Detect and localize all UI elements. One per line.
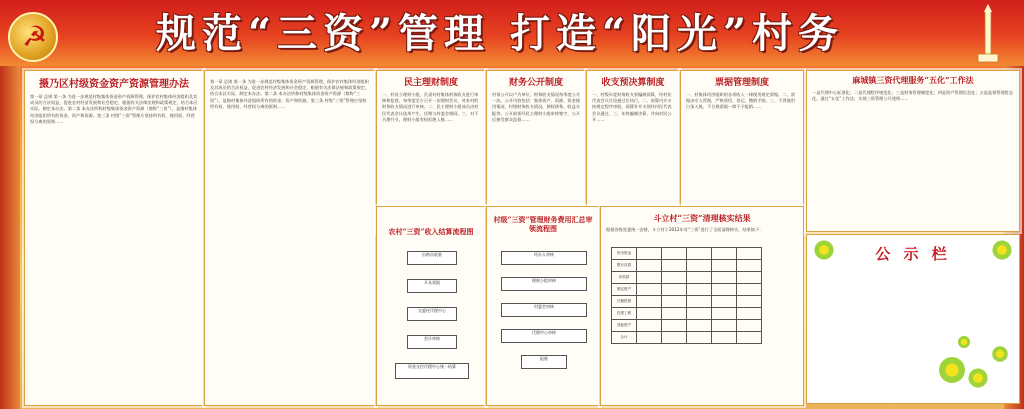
monument-icon	[968, 4, 1008, 64]
row-label: 货币资金	[612, 248, 637, 260]
table-row	[612, 272, 762, 284]
flower-icon	[957, 335, 971, 349]
table-row	[612, 320, 762, 332]
page-title: 规范“三资”管理 打造“阳光”村务	[156, 10, 844, 57]
left-decor-band	[0, 66, 20, 409]
flowchart	[497, 251, 589, 401]
flow-box: 村委会审核	[501, 303, 587, 317]
flow-box: 代理中心审核	[501, 329, 587, 343]
row-label: 长期投资	[612, 296, 637, 308]
panel-title: 斗立村“三资”清理核实结果	[653, 213, 751, 223]
row-label: 银行存款	[612, 260, 637, 272]
row-label: 其他资产	[612, 320, 637, 332]
panel-title: 麻城镇三资代理服务“五化”工作法	[852, 75, 974, 85]
flow-box: 理财小组审核	[501, 277, 587, 291]
table-row	[612, 260, 762, 272]
panel-text: 第一章 总则 第一条 为进一步规范村级集体资金资产资源管理，保护农村集体经济组织及其成员的合法权益，促进农村经济发展和社会稳定，根据有关法律法规和政策规定，结合本区实际，制定本办法。第二条 本办法所称村级集体资金资产资源（简称“三资”），是指村集体经济组织所有的资金、资产和资源。第三条 村级“三资”管理应坚持所有权、使用权、经营权分离的原则……	[210, 79, 370, 109]
panel-expense-flowchart	[486, 206, 600, 406]
table-row	[612, 296, 762, 308]
panel-title: 农村“三资”收入结算流程图	[388, 227, 474, 236]
panel-text: 一、村集体经济组织的各项收入一律使用规定票据。二、票据由专人管理，严格领用、登记、缴销手续。三、不得使用白条入账，不合规票据一律不予报销……	[686, 92, 795, 110]
table-row	[612, 332, 762, 344]
panel-income-flowchart	[376, 206, 486, 406]
table-row	[612, 248, 762, 260]
panel-title: 收支预决算制度	[601, 78, 665, 88]
results-table	[611, 247, 762, 344]
panel-intro: 根据各级党委统一安排，斗立村于2012年对“三资”进行了全面清理核实，结果如下：	[606, 227, 764, 232]
flower-icon	[967, 367, 989, 389]
flow-box: 开具票据	[407, 279, 457, 293]
flower-icon	[991, 239, 1013, 261]
flow-box: 交委托代理中心	[407, 307, 457, 321]
panel-title: 摄乃区村级资金资产资源管理办法	[39, 79, 189, 90]
table-row	[612, 284, 762, 296]
panel-title: 民主理财制度	[403, 78, 458, 88]
flower-icon	[813, 239, 835, 261]
public-board-title: 公 示 栏	[875, 245, 951, 263]
flow-box: 会计审核	[407, 335, 457, 349]
row-label: 固定资产	[612, 284, 637, 296]
flow-box: 经办人审核	[501, 251, 587, 265]
table-row	[612, 308, 762, 320]
flow-box: 出纳员收款	[407, 251, 457, 265]
flow-box: 资金交付代理中心统一结算	[395, 363, 469, 379]
panel-text: 村务公开以户为单位，财务收支情况每季度公开一次。公开内容包括：集体资产、资源、资金使用情况，村级财务收支情况，债权债务，收益分配等。公开前须经民主理财小组审核签字，公开后接受群众监督……	[492, 92, 580, 122]
party-emblem-icon: ☭	[8, 12, 58, 62]
panel-rules-continued	[204, 70, 376, 406]
flowchart	[387, 251, 475, 401]
panel-text: 一、村级年度财务收支须编制预算，经村民代表会议讨论通过后执行。二、预算内开支按规定程序审批，预算外开支须经村民代表会议通过。三、年终编制决算，并向村民公开……	[592, 92, 672, 122]
panel-text: 一、村设立理财小组，负责对村集体财务收支进行审核和监督，每季度至少召开一次理财会议，对本村的财务收支情况进行审核。二、民主理财小组成员由村民代表会议选举产生，任期与村委会相同。三、对不合理开支，理财小组有权拒绝入账……	[382, 92, 479, 122]
flower-icon	[991, 345, 1009, 363]
flower-icon	[937, 355, 967, 385]
public-notice-board	[806, 234, 1020, 404]
panel-verification-results	[600, 206, 804, 406]
row-label: 在建工程	[612, 308, 637, 320]
row-label: 合计	[612, 332, 637, 344]
panel-management-rules	[24, 70, 204, 406]
panel-text: 一是代理中心标准化；二是代理程序规范化；三是财务管理制度化；四是资产管理信息化；五是监督管理常态化。通过“五化”工作法，实现三资管理公开透明……	[812, 90, 1014, 102]
panel-title: 财务公开制度	[508, 78, 563, 88]
panel-title: 村级“三资”管理财务费用汇总审领流程图	[493, 215, 593, 233]
panel-five-methods	[806, 70, 1020, 232]
header-banner	[0, 0, 1024, 66]
panel-text: 第一章 总则 第一条 为进一步规范村级集体资金资产资源管理，保护农村集体经济组织及其成员的合法权益，促进农村经济发展和社会稳定，根据有关法律法规和政策规定，结合本区实际，制定本办法。第二条 本办法所称村级集体资金资产资源（简称“三资”），是指村集体经济组织所有的资金、资产和资源。第三条 村级“三资”管理应坚持所有权、使用权、经营权分离的原则……	[30, 94, 198, 124]
panel-title: 票据管理制度	[714, 78, 769, 88]
row-label: 应收款	[612, 272, 637, 284]
flow-box: 报账	[521, 355, 567, 369]
